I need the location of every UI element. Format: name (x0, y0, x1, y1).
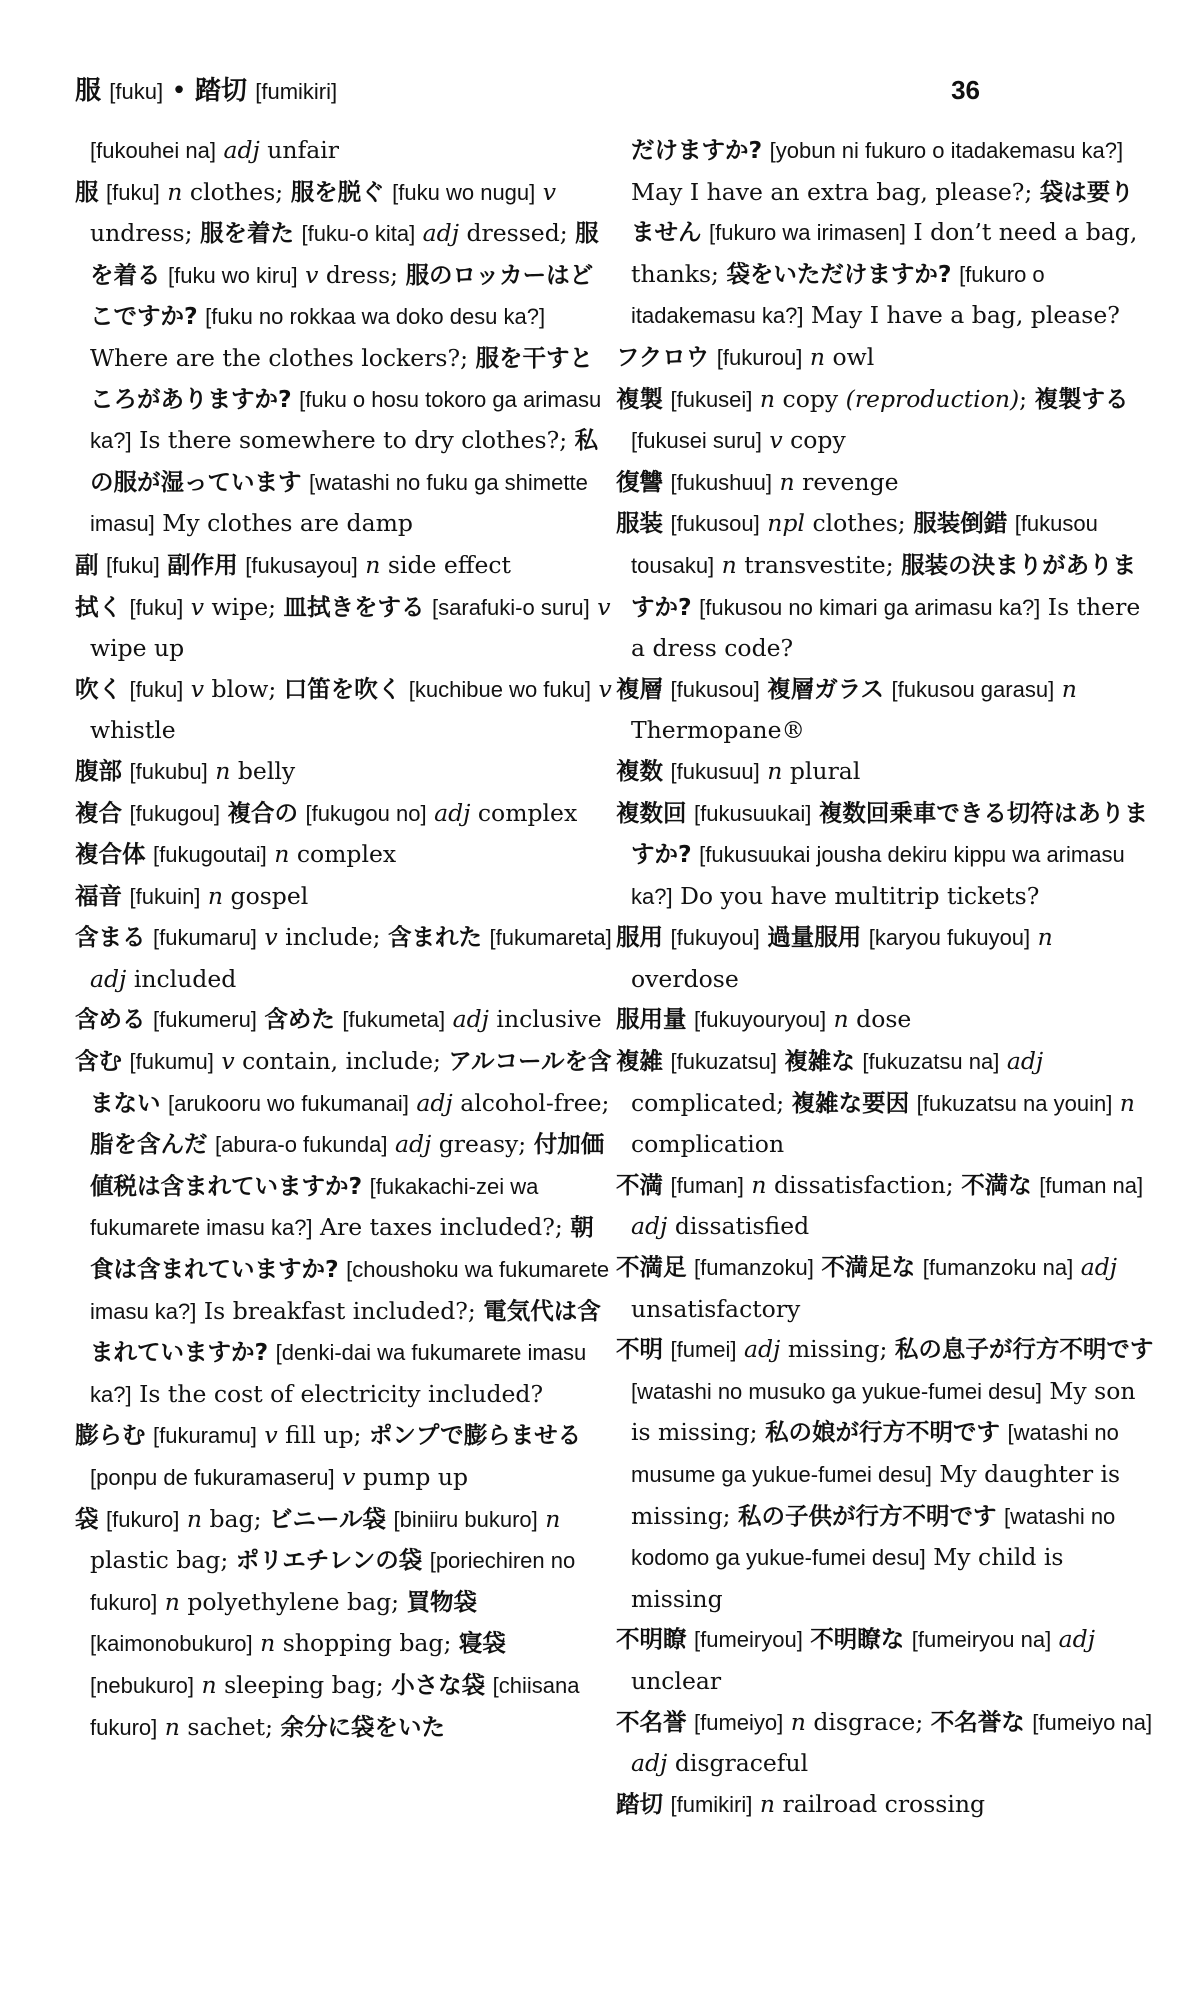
japanese-term: 寝袋 (458, 1629, 506, 1658)
dictionary-entry (616, 503, 1156, 668)
english-gloss: dissatisfied (674, 1212, 810, 1241)
japanese-term: 私の娘が行方不明です (765, 1418, 1001, 1447)
dictionary-entry (616, 1619, 1156, 1701)
japanese-term: 服装の決まりがありますか? (631, 550, 1137, 621)
header-first-headword: 服 (75, 76, 102, 106)
part-of-speech: n (767, 756, 783, 785)
part-of-speech: v (305, 260, 319, 289)
dictionary-entry (75, 999, 615, 1041)
english-gloss: shopping bag; (282, 1629, 452, 1658)
japanese-term: 袋をいただけますか? (726, 259, 952, 288)
part-of-speech: n (790, 1707, 806, 1736)
part-of-speech: adj (1080, 1253, 1118, 1282)
english-gloss: side effect (387, 550, 512, 579)
romaji: [watashi no musuko ga yukue-fumei desu] (631, 1378, 1042, 1404)
part-of-speech: n (215, 756, 231, 785)
japanese-term: 副作用 (167, 550, 238, 579)
english-gloss: dressed; (466, 219, 568, 248)
romaji: [fumei] (670, 1337, 737, 1363)
japanese-term: 複雑 (616, 1047, 663, 1076)
japanese-term: 袋 (75, 1504, 99, 1533)
japanese-term: 吹く (75, 674, 122, 703)
japanese-term: 複数 (616, 756, 663, 785)
japanese-term: 含める (75, 1005, 146, 1034)
english-gloss: May I have an extra bag, please?; (631, 177, 1033, 206)
part-of-speech: n (721, 550, 737, 579)
romaji: [abura-o fukunda] (214, 1132, 388, 1158)
romaji: [watashi no fuku ga shimette imasu] (90, 469, 588, 537)
japanese-term: 余分に袋をいた (280, 1712, 445, 1741)
romaji: [fukuzatsu na youin] (916, 1090, 1113, 1116)
english-gloss: My son is missing; (631, 1376, 1136, 1447)
dictionary-entry (75, 917, 615, 999)
romaji: [fukumeru] (152, 1007, 257, 1033)
english-gloss: sachet; (187, 1712, 274, 1741)
part-of-speech: v (542, 177, 557, 206)
japanese-term: 袋は要りません (631, 177, 1134, 247)
english-gloss: unclear (631, 1666, 722, 1695)
japanese-term: 腹部 (75, 756, 122, 785)
english-gloss: owl (832, 342, 875, 371)
dictionary-entry (75, 876, 615, 918)
part-of-speech: n (186, 1504, 202, 1533)
romaji: [choushoku wa fukumarete imasu ka?] (90, 1257, 610, 1324)
english-gloss: disgrace; (813, 1707, 924, 1736)
english-gloss: clothes; (812, 509, 906, 538)
part-of-speech: n (759, 384, 776, 413)
romaji: [fumanzoku] (693, 1255, 814, 1281)
part-of-speech: n (274, 840, 290, 869)
romaji: [fumeiyo] (693, 1709, 784, 1735)
romaji: [fuku-o kita] (301, 221, 416, 247)
dictionary-entry (75, 545, 615, 587)
english-gloss: Is the cost of electricity included? (139, 1379, 544, 1408)
dictionary-entry (616, 999, 1156, 1041)
page-number: 36 (951, 75, 980, 105)
left-column (75, 130, 615, 1748)
part-of-speech: (reproduction) (845, 384, 1020, 413)
romaji: [fuku] (105, 179, 160, 205)
romaji: [fukusou] (670, 511, 760, 537)
part-of-speech: npl (767, 509, 805, 538)
part-of-speech: adj (416, 1088, 453, 1117)
part-of-speech: v (342, 1463, 356, 1491)
english-gloss: copy (782, 384, 839, 413)
english-gloss: whistle (90, 716, 176, 745)
english-gloss: revenge (802, 467, 899, 496)
romaji: [kuchibue wo fuku] (408, 676, 591, 702)
dictionary-entry (75, 793, 615, 835)
english-gloss: Do you have multitrip tickets? (680, 881, 1040, 910)
part-of-speech: v (221, 1047, 235, 1076)
romaji: [fukushuu] (670, 469, 772, 495)
header-bullet: • (171, 76, 187, 106)
part-of-speech: n (1037, 923, 1053, 952)
japanese-term: 含まれた (388, 923, 482, 952)
dictionary-entry (616, 1702, 1156, 1784)
dictionary-entry (75, 1415, 615, 1498)
header-last-romaji: [fumikiri] (255, 79, 338, 104)
japanese-term: 服装 (616, 509, 663, 538)
english-gloss: disgraceful (674, 1749, 809, 1778)
japanese-term: 複数回 (616, 798, 687, 827)
part-of-speech: adj (422, 219, 460, 248)
romaji: [poriechiren no fukuro] (90, 1548, 576, 1615)
english-gloss: wipe up (90, 634, 185, 663)
english-gloss: May I have a bag, please? (810, 301, 1120, 330)
english-gloss: dress; (325, 260, 399, 289)
japanese-term: ポンプで膨らませる (368, 1421, 582, 1450)
part-of-speech: n (201, 1670, 217, 1699)
romaji: [fukumu] (129, 1049, 214, 1075)
japanese-term: 服のロッカーはどこですか? (90, 260, 594, 331)
romaji: [fumeiyo na] (1032, 1709, 1153, 1735)
dictionary-entry (75, 1499, 615, 1749)
part-of-speech: v (264, 1421, 278, 1450)
english-gloss: My daughter is missing; (631, 1460, 1121, 1530)
part-of-speech: n (260, 1629, 276, 1658)
romaji: [fuman na] (1039, 1172, 1144, 1198)
japanese-term: 含む (75, 1047, 122, 1076)
romaji: [watashi no musume ga yukue-fumei desu] (631, 1420, 1119, 1487)
part-of-speech: n (167, 177, 183, 206)
romaji: [karyou fukuyou] (868, 925, 1031, 951)
romaji: [fukusou] (670, 676, 760, 702)
part-of-speech: v (190, 674, 205, 703)
romaji: [fukugou no] (305, 800, 427, 826)
part-of-speech: v (769, 426, 783, 455)
romaji: [watashi no kodomo ga yukue-fumei desu] (631, 1503, 1116, 1571)
japanese-term: フクロウ (616, 342, 710, 371)
japanese-term: 複合の (227, 798, 298, 827)
japanese-term: 復讐 (616, 467, 663, 496)
dictionary-entry (616, 669, 1156, 751)
romaji: [fukusuu] (670, 758, 760, 784)
japanese-term: 不名誉 (616, 1707, 687, 1736)
english-gloss: complex (477, 798, 578, 827)
english-gloss: missing; (787, 1335, 888, 1364)
english-gloss: copy (790, 426, 846, 455)
romaji: [fukumaru] (152, 925, 257, 951)
romaji: [yobun ni fukuro o itadakemasu ka?] (769, 138, 1124, 163)
japanese-term: 不名誉な (930, 1707, 1025, 1736)
part-of-speech: adj (631, 1749, 668, 1778)
english-gloss: contain, include; (242, 1047, 441, 1076)
english-gloss: Are taxes included?; (320, 1213, 563, 1242)
romaji: [denki-dai wa fukumarete imasu ka?] (90, 1340, 587, 1407)
part-of-speech: adj (434, 798, 471, 827)
romaji: [fumanzoku na] (922, 1255, 1074, 1281)
romaji: [fukusou tousaku] (631, 511, 1098, 578)
dictionary-entry (75, 587, 615, 669)
part-of-speech: adj (90, 964, 127, 993)
romaji: [biniiru bukuro] (393, 1506, 538, 1532)
english-gloss: dissatisfaction; (773, 1170, 954, 1199)
japanese-term: 脂を含んだ (90, 1130, 208, 1159)
english-gloss: alcohol-free; (460, 1088, 610, 1117)
japanese-term: 小さな袋 (391, 1670, 486, 1699)
english-gloss: greasy; (438, 1130, 527, 1159)
dictionary-entry (616, 793, 1156, 918)
japanese-term: 私の息子が行方不明です (894, 1335, 1154, 1364)
japanese-term: 複製 (616, 384, 663, 413)
english-gloss: fill up; (285, 1421, 362, 1450)
romaji: [fukusou no kimari ga arimasu ka?] (699, 594, 1041, 620)
english-gloss: belly (237, 756, 296, 785)
part-of-speech: adj (744, 1335, 781, 1364)
japanese-term: 複雑な (784, 1047, 855, 1076)
part-of-speech: n (779, 467, 795, 496)
japanese-term: ポリエチレンの袋 (235, 1546, 423, 1575)
japanese-term: 複数回乗車できる切符はありますか? (631, 798, 1148, 869)
dictionary-entry (616, 462, 1156, 504)
japanese-term: 不満足 (616, 1253, 687, 1282)
japanese-term: 含めた (264, 1005, 335, 1034)
japanese-term: 不満足な (821, 1253, 916, 1282)
dictionary-entry (616, 1784, 1156, 1826)
dictionary-entry (75, 172, 615, 545)
romaji: [fukuzatsu] (670, 1049, 777, 1075)
japanese-term: 複製する (1034, 384, 1129, 413)
japanese-term: 福音 (75, 881, 122, 910)
romaji: [fuku o hosu tokoro ga arimasu ka?] (90, 386, 602, 454)
romaji: [fukusei] (670, 386, 753, 412)
part-of-speech: n (1061, 674, 1077, 703)
part-of-speech: adj (394, 1130, 432, 1159)
english-gloss: My clothes are damp (162, 509, 413, 538)
dictionary-entry (616, 1329, 1156, 1619)
romaji: [fukubu] (129, 758, 208, 784)
english-gloss: included (133, 964, 237, 993)
romaji: [fukusuukai jousha dekiru kippu wa arimasu ka?] (631, 842, 1125, 909)
japanese-term: 複雑な要因 (791, 1088, 910, 1117)
header-guide-words (75, 70, 337, 107)
romaji: [fumeiryou na] (911, 1627, 1052, 1653)
part-of-speech: n (164, 1587, 180, 1616)
romaji: [fukuro o itadakemasu ka?] (631, 261, 1045, 329)
romaji: [fukuramu] (152, 1423, 257, 1449)
dictionary-entry (616, 1041, 1156, 1165)
romaji: [fumikiri] (670, 1791, 753, 1817)
part-of-speech: v (598, 674, 612, 703)
japanese-term: 膨らむ (75, 1421, 146, 1450)
japanese-term: 服を着る (90, 219, 599, 289)
english-gloss: railroad crossing (782, 1789, 986, 1818)
english-gloss: Where are the clothes lockers?; (90, 343, 469, 372)
english-gloss: Thermopane® (631, 716, 805, 745)
romaji: [sarafuki-o suru] (432, 594, 590, 620)
japanese-term: 買物袋 (406, 1587, 478, 1616)
japanese-term: 服を干すところがありますか? (90, 343, 593, 413)
japanese-term: 服用量 (616, 1005, 687, 1034)
romaji: [fukusayou] (245, 552, 358, 578)
romaji: [fuku] (129, 594, 184, 620)
romaji: [fuman] (670, 1172, 744, 1198)
dictionary-entry (75, 751, 615, 793)
japanese-term: 服用 (616, 923, 663, 952)
japanese-term: 朝食は含まれていますか? (90, 1213, 594, 1284)
romaji: [fumeiryou] (693, 1627, 803, 1653)
header-first-romaji: [fuku] (109, 79, 164, 104)
romaji: [fukusuukai] (693, 800, 812, 826)
japanese-term: 私の子供が行方不明です (738, 1501, 997, 1530)
part-of-speech: v (264, 923, 278, 952)
japanese-term: 副 (75, 550, 99, 579)
part-of-speech: n (164, 1712, 180, 1741)
part-of-speech: v (597, 592, 611, 621)
dictionary-entry (616, 751, 1156, 793)
romaji: [fuku no rokkaa wa doko desu ka?] (205, 304, 546, 330)
japanese-term: だけますか? (631, 136, 763, 164)
japanese-term: ビニール袋 (268, 1504, 386, 1533)
japanese-term: 不明 (616, 1335, 663, 1364)
romaji: [fukuro] (105, 1506, 180, 1532)
romaji: [fuku] (105, 552, 160, 578)
part-of-speech: n (759, 1789, 775, 1818)
romaji: [fukurou] (716, 344, 803, 370)
japanese-term: 複層 (616, 674, 663, 703)
japanese-term: 服装倒錯 (913, 509, 1008, 538)
english-gloss: complex (296, 840, 397, 869)
japanese-term: 服を着た (199, 219, 294, 248)
right-column (616, 130, 1156, 1825)
japanese-term: 踏切 (616, 1789, 663, 1818)
dictionary-entry (75, 834, 615, 876)
english-gloss: plastic bag; (90, 1546, 229, 1575)
english-gloss: My child is missing (631, 1543, 1064, 1613)
part-of-speech: n (365, 550, 381, 579)
english-gloss: overdose (631, 964, 739, 993)
english-gloss: Is there a dress code? (631, 592, 1141, 663)
part-of-speech: n (207, 881, 224, 910)
english-gloss: sleeping bag; (224, 1670, 384, 1699)
english-gloss: complicated; (631, 1088, 785, 1117)
part-of-speech: v (190, 592, 205, 621)
romaji: [fukusou garasu] (891, 676, 1055, 702)
english-gloss: I don’t need a bag, thanks; (631, 218, 1138, 288)
romaji: [fuku] (129, 676, 184, 702)
entry-continuation (616, 130, 1156, 337)
japanese-term: 皿拭きをする (283, 592, 425, 621)
part-of-speech: n (1119, 1088, 1135, 1117)
japanese-term: 不明瞭な (810, 1625, 905, 1654)
english-gloss: inclusive (496, 1005, 602, 1034)
japanese-term: アルコールを含まない (90, 1047, 612, 1117)
english-gloss: gospel (230, 881, 309, 910)
dictionary-entry (616, 1247, 1156, 1329)
english-gloss: unsatisfactory (631, 1294, 801, 1323)
running-head (75, 70, 980, 114)
japanese-term: 複層ガラス (767, 674, 885, 703)
header-last-headword: 踏切 (194, 76, 247, 106)
japanese-term: 複合体 (75, 840, 146, 869)
english-gloss: include; (285, 923, 381, 952)
english-gloss: wipe; (211, 592, 277, 621)
romaji: [fukusei suru] (631, 428, 762, 454)
japanese-term: 私の服が湿っています (90, 426, 599, 496)
part-of-speech: n (545, 1504, 561, 1533)
romaji: [fukumeta] (342, 1007, 446, 1033)
romaji: [fukumareta] (489, 925, 612, 951)
english-gloss: undress; (90, 219, 193, 248)
dictionary-entry (616, 917, 1156, 999)
english-gloss: blow; (211, 674, 277, 703)
dictionary-entry (75, 669, 615, 751)
part-of-speech: adj (1058, 1625, 1096, 1654)
romaji: [fuku wo nugu] (392, 179, 536, 205)
english-gloss: plural (789, 756, 861, 785)
romaji: [fukakachi-zei wa fukumarete imasu ka?] (90, 1173, 539, 1241)
japanese-term: 付加価値税は含まれていますか? (90, 1130, 605, 1200)
part-of-speech: adj (1006, 1047, 1044, 1076)
romaji: [fukugou] (129, 800, 220, 826)
english-gloss: complication (631, 1130, 785, 1159)
english-gloss: polyethylene bag; (187, 1587, 400, 1616)
romaji: [chiisana fukuro] (90, 1672, 580, 1740)
japanese-term: 不満 (616, 1170, 663, 1199)
romaji: [fukuin] (129, 883, 201, 909)
romaji: [kaimonobukuro] (90, 1631, 253, 1657)
part-of-speech: n (833, 1005, 849, 1034)
english-gloss: Is breakfast included?; (203, 1296, 476, 1325)
romaji: [fukouhei na] (90, 138, 216, 163)
japanese-term: 不満な (961, 1170, 1032, 1199)
japanese-term: 電気代は含まれていますか? (90, 1296, 601, 1367)
english-gloss: unfair (267, 136, 340, 164)
english-gloss: Is there somewhere to dry clothes?; (139, 426, 568, 455)
japanese-term: 口笛を吹く (283, 674, 402, 703)
part-of-speech: adj (223, 136, 260, 164)
part-of-speech: n (751, 1170, 767, 1199)
english-gloss: bag; (209, 1504, 262, 1533)
japanese-term: 複合 (75, 798, 122, 827)
english-gloss: dose (856, 1005, 912, 1034)
part-of-speech: n (809, 342, 826, 371)
japanese-term: 服を脱ぐ (290, 177, 385, 206)
english-gloss: transvestite; (744, 550, 894, 579)
english-gloss: ; (1019, 384, 1028, 413)
romaji: [ponpu de fukuramaseru] (90, 1465, 335, 1490)
dictionary-entry (616, 1165, 1156, 1247)
japanese-term: 含まる (75, 923, 146, 952)
japanese-term: 拭く (75, 592, 122, 621)
romaji: [fukugoutai] (152, 842, 267, 868)
japanese-term: 服 (75, 177, 99, 206)
romaji: [fukuzatsu na] (862, 1049, 1000, 1075)
part-of-speech: adj (452, 1005, 489, 1034)
entry-continuation (75, 130, 615, 172)
part-of-speech: adj (631, 1212, 668, 1241)
english-gloss: pump up (362, 1463, 469, 1491)
japanese-term: 不明瞭 (616, 1625, 687, 1654)
romaji: [fuku wo kiru] (167, 262, 298, 288)
dictionary-entry (75, 1041, 615, 1415)
romaji: [fukuyouryou] (693, 1007, 827, 1033)
dictionary-entry (616, 379, 1156, 462)
romaji: [fukuro wa irimasen] (708, 220, 906, 246)
english-gloss: clothes; (189, 177, 284, 206)
romaji: [fukuyou] (670, 925, 760, 951)
dictionary-entry (616, 337, 1156, 379)
japanese-term: 過量服用 (767, 923, 862, 952)
romaji: [nebukuro] (90, 1672, 194, 1698)
romaji: [arukooru wo fukumanai] (167, 1090, 409, 1116)
